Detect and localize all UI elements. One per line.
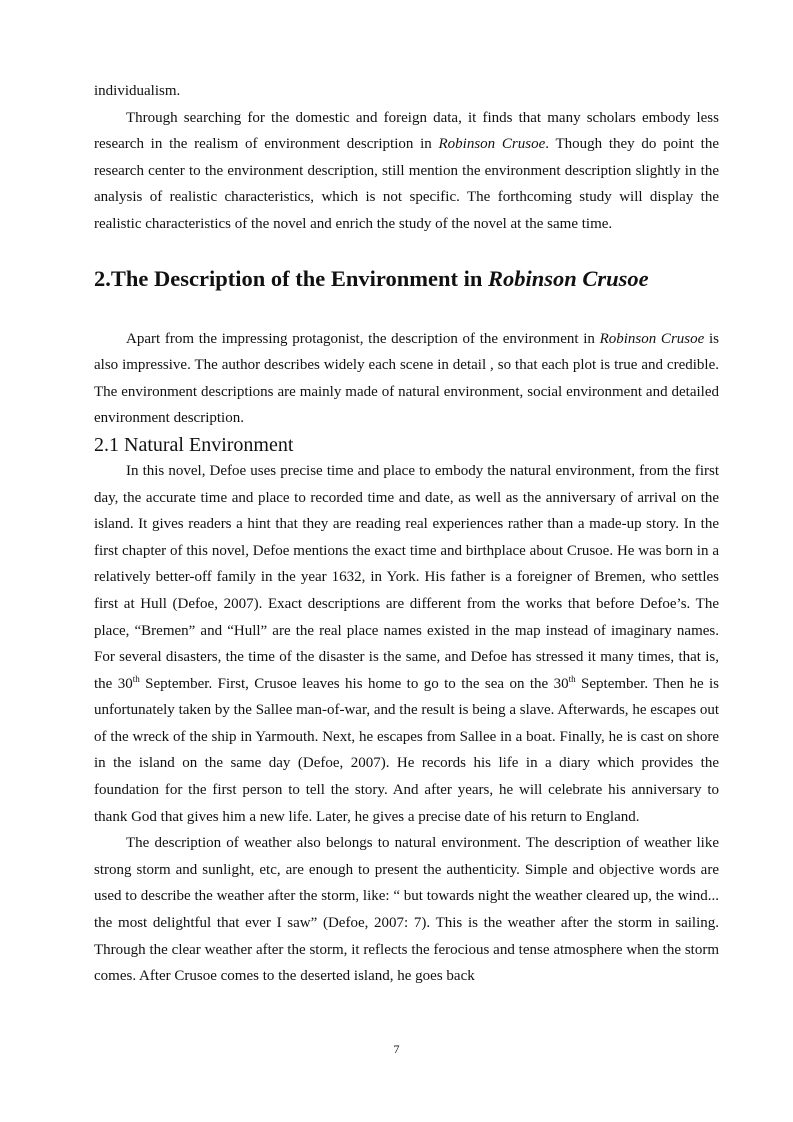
book-title-italic: Robinson Crusoe bbox=[487, 265, 649, 291]
paragraph-continuation bbox=[94, 78, 719, 105]
text-run: September. First, Crusoe leaves his home to go to the sea on the 30 bbox=[139, 675, 569, 692]
text-run: Through searching for the domestic and foreign data, it finds that many scholars embody less research in the realism of environment description in bbox=[94, 109, 719, 153]
paragraph-weather bbox=[94, 830, 719, 990]
paragraph-natural-environment bbox=[94, 458, 719, 830]
paragraph-literature-review bbox=[94, 105, 719, 238]
superscript: th bbox=[132, 673, 140, 684]
text-run: September. Then he is unfortunately taken by the Sallee man-of-war, and the result is being a slave. Afterwards, he escapes out of the wreck of the ship in Yarmouth. Next, he escapes from Sallee in a boat. Finally, he is cast on shore in the island on the same day (Defoe, 2007). He records his life in a diary which provides the foundation for the first person to tell the story. And after years, he will celebrate his anniversary to thank God that gives him a new life. Later, he gives a precise date of his return to England. bbox=[94, 675, 720, 825]
book-title-italic: Robinson Crusoe bbox=[438, 136, 546, 153]
book-title-italic: Robinson Crusoe bbox=[599, 330, 705, 347]
paragraph-section-intro bbox=[94, 326, 719, 432]
text-run: individualism. bbox=[94, 83, 181, 99]
superscript: th bbox=[568, 673, 576, 684]
heading-text: 2.The Description of the Environment in bbox=[94, 265, 488, 291]
subsection-heading: 2.1 Natural Environment bbox=[94, 433, 294, 456]
document-page bbox=[94, 78, 719, 990]
text-run: is also impressive. The author describes widely each scene in detail , so that each plot is true and credible. The environment descriptions are mainly made of natural environment, social environment and detailed environment description. bbox=[94, 330, 719, 427]
text-run: In this novel, Defoe uses precise time and place to embody the natural environment, from the first day, the accurate time and place to recorded time and date, as well as the anniversary of arrival on the island. It gives readers a hint that they are reading real experiences rather than a made-up story. In the first chapter of this novel, Defoe mentions the exact time and birthplace about Crusoe. He was born in a relatively better-off family in the year 1632, in York. His father is a foreigner of Bremen, who settles first at Hull (Defoe, 2007). Exact descriptions are different from the works that before Defoe’s. The place, “Bremen” and “Hull” are the real place names existed in the map instead of imaginary names. For several disasters, the time of the disaster is the same, and Defoe has stressed it many times, that is, the 30 bbox=[94, 462, 719, 692]
text-run: Apart from the impressing protagonist, the description of the environment in bbox=[126, 330, 600, 347]
section-heading bbox=[94, 264, 719, 294]
page-number: 7 bbox=[393, 1042, 400, 1056]
text-run: . Though they do point the research center to the environment description, still mention the environment description slightly in the analysis of realistic characteristics, which is not specific. The forthcoming study will display the realistic characteristics of the novel and enrich the study of the novel at the same time. bbox=[94, 136, 719, 232]
text-run: The description of weather also belongs to natural environment. The description of weather like strong storm and sunlight, etc, are enough to present the authenticity. Simple and objective words are used to describe the weather after the storm, like: “ but towards night the weather cleared up, the wind... the most delightful that ever I saw” (Defoe, 2007: 7). This is the weather after the storm in sailing. Through the clear weather after the storm, it reflects the ferocious and tense atmosphere when the storm comes. After Crusoe comes to the deserted island, he goes back bbox=[94, 835, 719, 985]
